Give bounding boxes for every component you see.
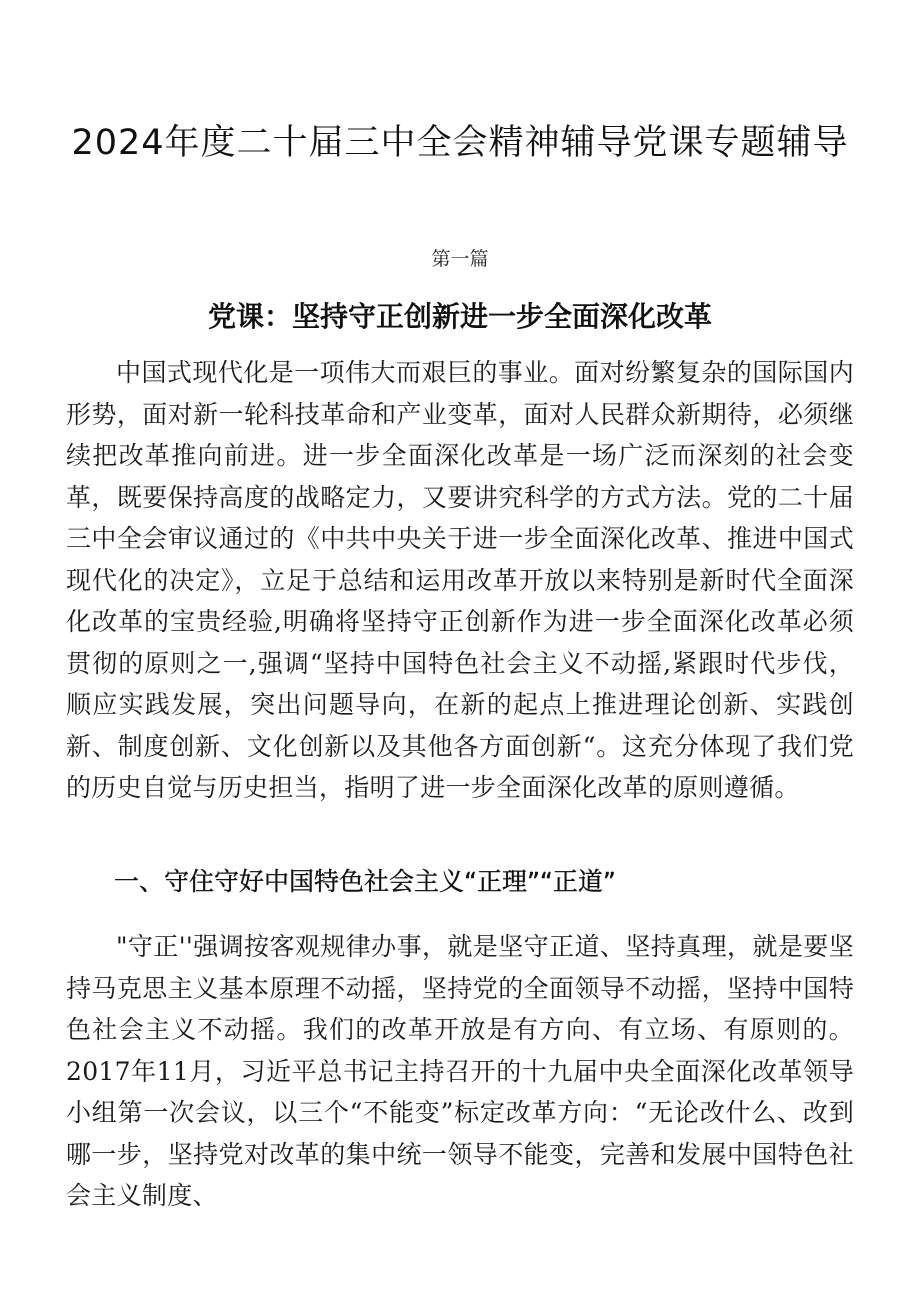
body-paragraph: 中国式现代化是一项伟大而艰巨的事业。面对纷繁复杂的国际国内形势，面对新一轮科技革命和产业变革，面对人民群众新期待，必须继续把改革推向前进。进一步全面深化改革是一场广泛而深刻的社会变革，既要保持高度的战略定力，又要讲究科学的方式方法。党的二十届三中全会审议通过的《中共中央关于进一步全面深化改革、推进中国式现代化的决定》，立足于总结和运用改革开放以来特别是新时代全面深化改革的宝贵经验,明确将坚持守正创新作为进一步全面深化改革必须贯彻的原则之一,强调“坚持中国特色社会主义不动摇,紧跟时代步伐，顺应实践发展，突出问题导向，在新的起点上推进理论创新、实践创新、制度创新、文化创新以及其他各方面创新“。这充分体现了我们党的历史自觉与历史担当，指明了进一步全面深化改革的原则遵循。	[66, 358, 854, 802]
document-title: 2024年度二十届三中全会精神辅导党课专题辅导	[71, 123, 849, 163]
part-label: 第一篇	[431, 248, 489, 270]
section-heading: 一、守住守好中国特色社会主义“正理”“正道”	[114, 867, 616, 896]
body-paragraph: "守正''强调按客观规律办事，就是坚守正道、坚持真理，就是要坚持马克思主义基本原理不动摇，坚持党的全面领导不动摇，坚持中国特色社会主义不动摇。我们的改革开放是有方向、有立场、有原则的。2017年11月，习近平总书记主持召开的十九届中央全面深化改革领导小组第一次会议，以三个“不能变”标定改革方向：“无论改什么、改到哪一步，坚持党对改革的集中统一领导不能变，完善和发展中国特色社会主义制度、	[66, 932, 854, 1210]
lesson-title: 党课：坚持守正创新进一步全面深化改革	[207, 300, 712, 333]
